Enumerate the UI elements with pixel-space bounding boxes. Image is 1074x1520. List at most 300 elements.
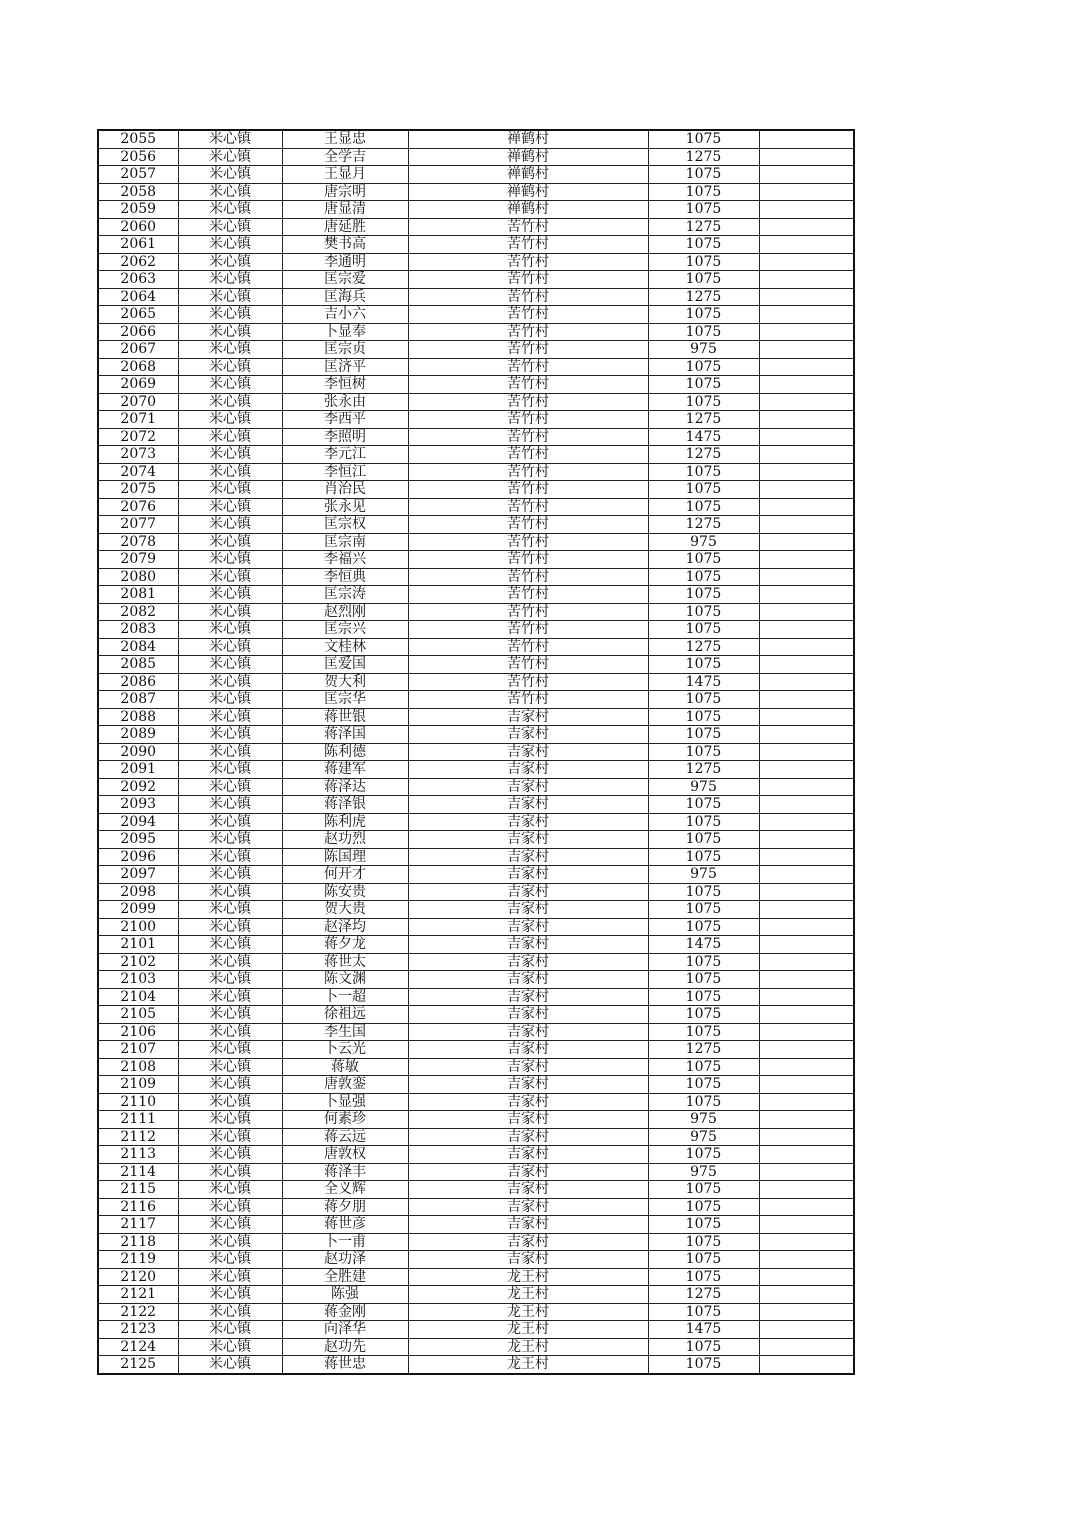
amount-cell: 1275: [648, 288, 759, 306]
village-cell: 苦竹村: [408, 411, 648, 429]
amount-cell: 1275: [648, 1286, 759, 1304]
village-cell: 苦竹村: [408, 551, 648, 569]
row-number-cell: 2095: [98, 831, 178, 849]
row-number-cell: 2097: [98, 866, 178, 884]
note-cell: [759, 1006, 854, 1024]
note-cell: [759, 638, 854, 656]
village-cell: 苦竹村: [408, 481, 648, 499]
note-cell: [759, 796, 854, 814]
row-number-cell: 2057: [98, 166, 178, 184]
note-cell: [759, 603, 854, 621]
note-cell: [759, 621, 854, 639]
table-row: [98, 1058, 854, 1076]
amount-cell: 1075: [648, 796, 759, 814]
town-cell: 米心镇: [178, 971, 282, 989]
table-row: [98, 533, 854, 551]
note-cell: [759, 341, 854, 359]
amount-cell: 1075: [648, 1181, 759, 1199]
table-row: [98, 323, 854, 341]
amount-cell: 1075: [648, 166, 759, 184]
note-cell: [759, 1111, 854, 1129]
village-cell: 苦竹村: [408, 341, 648, 359]
name-cell: 蒋泽国: [282, 726, 408, 744]
village-cell: 禅鹤村: [408, 201, 648, 219]
name-cell: 李恒江: [282, 463, 408, 481]
row-number-cell: 2089: [98, 726, 178, 744]
table-row: [98, 428, 854, 446]
name-cell: 李西平: [282, 411, 408, 429]
name-cell: 匡宗华: [282, 691, 408, 709]
note-cell: [759, 551, 854, 569]
amount-cell: 1075: [648, 253, 759, 271]
table-row: [98, 778, 854, 796]
village-cell: 龙王村: [408, 1338, 648, 1356]
village-cell: 吉家村: [408, 1146, 648, 1164]
table-row: [98, 796, 854, 814]
name-cell: 李元江: [282, 446, 408, 464]
note-cell: [759, 918, 854, 936]
village-cell: 吉家村: [408, 708, 648, 726]
table-row: [98, 498, 854, 516]
name-cell: 李恒典: [282, 568, 408, 586]
town-cell: 米心镇: [178, 271, 282, 289]
town-cell: 米心镇: [178, 1216, 282, 1234]
town-cell: 米心镇: [178, 253, 282, 271]
village-cell: 苦竹村: [408, 516, 648, 534]
town-cell: 米心镇: [178, 813, 282, 831]
town-cell: 米心镇: [178, 323, 282, 341]
table-row: [98, 1198, 854, 1216]
name-cell: 李恒树: [282, 376, 408, 394]
amount-cell: 1075: [648, 691, 759, 709]
village-cell: 龙王村: [408, 1286, 648, 1304]
village-cell: 吉家村: [408, 936, 648, 954]
row-number-cell: 2060: [98, 218, 178, 236]
village-cell: 苦竹村: [408, 446, 648, 464]
name-cell: 匡宗贞: [282, 341, 408, 359]
town-cell: 米心镇: [178, 1198, 282, 1216]
row-number-cell: 2070: [98, 393, 178, 411]
note-cell: [759, 218, 854, 236]
name-cell: 全义辉: [282, 1181, 408, 1199]
row-number-cell: 2071: [98, 411, 178, 429]
row-number-cell: 2072: [98, 428, 178, 446]
table-row: [98, 411, 854, 429]
table-row: [98, 831, 854, 849]
amount-cell: 1075: [648, 918, 759, 936]
table-row: [98, 1128, 854, 1146]
amount-cell: 1275: [648, 446, 759, 464]
table-row: [98, 988, 854, 1006]
note-cell: [759, 376, 854, 394]
row-number-cell: 2118: [98, 1233, 178, 1251]
village-cell: 吉家村: [408, 813, 648, 831]
table-row: [98, 463, 854, 481]
village-cell: 吉家村: [408, 848, 648, 866]
table-row: [98, 1006, 854, 1024]
table-row: [98, 130, 854, 148]
amount-cell: 1075: [648, 1268, 759, 1286]
name-cell: 李照明: [282, 428, 408, 446]
note-cell: [759, 761, 854, 779]
amount-cell: 1075: [648, 130, 759, 148]
table-row: [98, 708, 854, 726]
town-cell: 米心镇: [178, 130, 282, 148]
amount-cell: 1075: [648, 1146, 759, 1164]
row-number-cell: 2077: [98, 516, 178, 534]
name-cell: 卜显奉: [282, 323, 408, 341]
table-row: [98, 1338, 854, 1356]
amount-cell: 1075: [648, 183, 759, 201]
village-cell: 吉家村: [408, 901, 648, 919]
amount-cell: 1075: [648, 586, 759, 604]
town-cell: 米心镇: [178, 1076, 282, 1094]
note-cell: [759, 1023, 854, 1041]
amount-cell: 1075: [648, 1338, 759, 1356]
amount-cell: 975: [648, 533, 759, 551]
note-cell: [759, 1251, 854, 1269]
name-cell: 赵功烈: [282, 831, 408, 849]
note-cell: [759, 778, 854, 796]
name-cell: 徐祖远: [282, 1006, 408, 1024]
village-cell: 吉家村: [408, 953, 648, 971]
row-number-cell: 2114: [98, 1163, 178, 1181]
note-cell: [759, 1198, 854, 1216]
table-row: [98, 866, 854, 884]
note-cell: [759, 673, 854, 691]
town-cell: 米心镇: [178, 1093, 282, 1111]
row-number-cell: 2111: [98, 1111, 178, 1129]
name-cell: 蒋夕龙: [282, 936, 408, 954]
town-cell: 米心镇: [178, 848, 282, 866]
note-cell: [759, 271, 854, 289]
row-number-cell: 2086: [98, 673, 178, 691]
row-number-cell: 2094: [98, 813, 178, 831]
table-row: [98, 848, 854, 866]
town-cell: 米心镇: [178, 1338, 282, 1356]
town-cell: 米心镇: [178, 936, 282, 954]
table-row: [98, 1303, 854, 1321]
table-row: [98, 1251, 854, 1269]
village-cell: 吉家村: [408, 988, 648, 1006]
name-cell: 蒋世忠: [282, 1356, 408, 1374]
table-row: [98, 1146, 854, 1164]
row-number-cell: 2122: [98, 1303, 178, 1321]
town-cell: 米心镇: [178, 638, 282, 656]
note-cell: [759, 253, 854, 271]
row-number-cell: 2091: [98, 761, 178, 779]
row-number-cell: 2125: [98, 1356, 178, 1374]
row-number-cell: 2084: [98, 638, 178, 656]
town-cell: 米心镇: [178, 463, 282, 481]
row-number-cell: 2117: [98, 1216, 178, 1234]
village-cell: 吉家村: [408, 831, 648, 849]
note-cell: [759, 813, 854, 831]
row-number-cell: 2109: [98, 1076, 178, 1094]
name-cell: 樊书高: [282, 236, 408, 254]
note-cell: [759, 691, 854, 709]
row-number-cell: 2073: [98, 446, 178, 464]
village-cell: 禅鹤村: [408, 166, 648, 184]
note-cell: [759, 848, 854, 866]
note-cell: [759, 1286, 854, 1304]
name-cell: 王显忠: [282, 130, 408, 148]
table-row: [98, 1356, 854, 1374]
row-number-cell: 2061: [98, 236, 178, 254]
village-cell: 龙王村: [408, 1303, 648, 1321]
name-cell: 蒋世太: [282, 953, 408, 971]
table-row: [98, 516, 854, 534]
amount-cell: 1075: [648, 708, 759, 726]
town-cell: 米心镇: [178, 218, 282, 236]
town-cell: 米心镇: [178, 1128, 282, 1146]
name-cell: 蒋泽银: [282, 796, 408, 814]
note-cell: [759, 516, 854, 534]
village-cell: 苦竹村: [408, 323, 648, 341]
note-cell: [759, 183, 854, 201]
town-cell: 米心镇: [178, 953, 282, 971]
village-cell: 禅鹤村: [408, 130, 648, 148]
amount-cell: 1075: [648, 1356, 759, 1374]
name-cell: 卜显强: [282, 1093, 408, 1111]
town-cell: 米心镇: [178, 446, 282, 464]
village-cell: 吉家村: [408, 971, 648, 989]
amount-cell: 1075: [648, 953, 759, 971]
row-number-cell: 2103: [98, 971, 178, 989]
note-cell: [759, 148, 854, 166]
amount-cell: 1275: [648, 411, 759, 429]
amount-cell: 1275: [648, 516, 759, 534]
village-cell: 吉家村: [408, 761, 648, 779]
table-row: [98, 1093, 854, 1111]
name-cell: 蒋云远: [282, 1128, 408, 1146]
name-cell: 匡宗南: [282, 533, 408, 551]
village-cell: 苦竹村: [408, 621, 648, 639]
name-cell: 唐宗明: [282, 183, 408, 201]
village-cell: 苦竹村: [408, 376, 648, 394]
amount-cell: 1075: [648, 1023, 759, 1041]
village-cell: 吉家村: [408, 1093, 648, 1111]
table-row: [98, 1286, 854, 1304]
name-cell: 李通明: [282, 253, 408, 271]
amount-cell: 975: [648, 341, 759, 359]
village-cell: 苦竹村: [408, 253, 648, 271]
note-cell: [759, 411, 854, 429]
note-cell: [759, 831, 854, 849]
table-row: [98, 621, 854, 639]
town-cell: 米心镇: [178, 603, 282, 621]
name-cell: 匡济平: [282, 358, 408, 376]
town-cell: 米心镇: [178, 568, 282, 586]
table-row: [98, 166, 854, 184]
amount-cell: 1075: [648, 1216, 759, 1234]
village-cell: 苦竹村: [408, 236, 648, 254]
amount-cell: 1475: [648, 1321, 759, 1339]
town-cell: 米心镇: [178, 376, 282, 394]
table-row: [98, 953, 854, 971]
table-row: [98, 551, 854, 569]
village-cell: 禅鹤村: [408, 148, 648, 166]
table-row: [98, 236, 854, 254]
town-cell: 米心镇: [178, 1321, 282, 1339]
row-number-cell: 2079: [98, 551, 178, 569]
amount-cell: 1075: [648, 831, 759, 849]
amount-cell: 1075: [648, 656, 759, 674]
row-number-cell: 2124: [98, 1338, 178, 1356]
amount-cell: 1075: [648, 1303, 759, 1321]
town-cell: 米心镇: [178, 1233, 282, 1251]
town-cell: 米心镇: [178, 831, 282, 849]
row-number-cell: 2121: [98, 1286, 178, 1304]
table-row: [98, 936, 854, 954]
name-cell: 陈强: [282, 1286, 408, 1304]
amount-cell: 1275: [648, 638, 759, 656]
amount-cell: 1075: [648, 568, 759, 586]
row-number-cell: 2110: [98, 1093, 178, 1111]
amount-cell: 1075: [648, 481, 759, 499]
table-row: [98, 183, 854, 201]
note-cell: [759, 1041, 854, 1059]
town-cell: 米心镇: [178, 1041, 282, 1059]
note-cell: [759, 358, 854, 376]
amount-cell: 1075: [648, 1251, 759, 1269]
name-cell: 陈利虎: [282, 813, 408, 831]
row-number-cell: 2085: [98, 656, 178, 674]
town-cell: 米心镇: [178, 183, 282, 201]
name-cell: 何素珍: [282, 1111, 408, 1129]
town-cell: 米心镇: [178, 236, 282, 254]
village-cell: 吉家村: [408, 778, 648, 796]
name-cell: 肖治民: [282, 481, 408, 499]
town-cell: 米心镇: [178, 1006, 282, 1024]
note-cell: [759, 323, 854, 341]
town-cell: 米心镇: [178, 918, 282, 936]
name-cell: 赵功先: [282, 1338, 408, 1356]
village-cell: 吉家村: [408, 1181, 648, 1199]
town-cell: 米心镇: [178, 1303, 282, 1321]
table-row: [98, 271, 854, 289]
amount-cell: 1075: [648, 498, 759, 516]
row-number-cell: 2116: [98, 1198, 178, 1216]
name-cell: 李生国: [282, 1023, 408, 1041]
amount-cell: 1075: [648, 323, 759, 341]
town-cell: 米心镇: [178, 166, 282, 184]
village-cell: 吉家村: [408, 1251, 648, 1269]
note-cell: [759, 130, 854, 148]
row-number-cell: 2058: [98, 183, 178, 201]
note-cell: [759, 1093, 854, 1111]
row-number-cell: 2063: [98, 271, 178, 289]
town-cell: 米心镇: [178, 1181, 282, 1199]
town-cell: 米心镇: [178, 358, 282, 376]
note-cell: [759, 586, 854, 604]
town-cell: 米心镇: [178, 1356, 282, 1374]
note-cell: [759, 481, 854, 499]
table-row: [98, 1163, 854, 1181]
village-cell: 苦竹村: [408, 638, 648, 656]
table-row: [98, 743, 854, 761]
town-cell: 米心镇: [178, 778, 282, 796]
note-cell: [759, 656, 854, 674]
town-cell: 米心镇: [178, 988, 282, 1006]
row-number-cell: 2096: [98, 848, 178, 866]
village-cell: 龙王村: [408, 1321, 648, 1339]
note-cell: [759, 288, 854, 306]
amount-cell: 1075: [648, 603, 759, 621]
name-cell: 张永由: [282, 393, 408, 411]
note-cell: [759, 743, 854, 761]
table-row: [98, 446, 854, 464]
name-cell: 蒋泽丰: [282, 1163, 408, 1181]
note-cell: [759, 498, 854, 516]
amount-cell: 1075: [648, 236, 759, 254]
amount-cell: 1075: [648, 988, 759, 1006]
row-number-cell: 2064: [98, 288, 178, 306]
town-cell: 米心镇: [178, 498, 282, 516]
amount-cell: 1075: [648, 393, 759, 411]
row-number-cell: 2119: [98, 1251, 178, 1269]
name-cell: 吉小六: [282, 306, 408, 324]
village-cell: 吉家村: [408, 1111, 648, 1129]
row-number-cell: 2078: [98, 533, 178, 551]
village-cell: 苦竹村: [408, 463, 648, 481]
note-cell: [759, 1216, 854, 1234]
village-cell: 吉家村: [408, 726, 648, 744]
amount-cell: 1075: [648, 971, 759, 989]
note-cell: [759, 901, 854, 919]
table-row: [98, 1111, 854, 1129]
row-number-cell: 2100: [98, 918, 178, 936]
amount-cell: 1075: [648, 271, 759, 289]
table-row: [98, 883, 854, 901]
row-number-cell: 2115: [98, 1181, 178, 1199]
town-cell: 米心镇: [178, 1163, 282, 1181]
table-row: [98, 656, 854, 674]
row-number-cell: 2059: [98, 201, 178, 219]
amount-cell: 1075: [648, 551, 759, 569]
row-number-cell: 2120: [98, 1268, 178, 1286]
note-cell: [759, 1268, 854, 1286]
note-cell: [759, 393, 854, 411]
row-number-cell: 2106: [98, 1023, 178, 1041]
row-number-cell: 2102: [98, 953, 178, 971]
table-row: [98, 218, 854, 236]
name-cell: 匡宗兴: [282, 621, 408, 639]
note-cell: [759, 166, 854, 184]
name-cell: 卜一超: [282, 988, 408, 1006]
name-cell: 卜一甫: [282, 1233, 408, 1251]
name-cell: 陈文渊: [282, 971, 408, 989]
row-number-cell: 2092: [98, 778, 178, 796]
note-cell: [759, 1146, 854, 1164]
amount-cell: 1075: [648, 1006, 759, 1024]
note-cell: [759, 1303, 854, 1321]
table-row: [98, 1041, 854, 1059]
name-cell: 赵泽均: [282, 918, 408, 936]
table-row: [98, 691, 854, 709]
town-cell: 米心镇: [178, 148, 282, 166]
table-row: [98, 726, 854, 744]
name-cell: 卜云光: [282, 1041, 408, 1059]
town-cell: 米心镇: [178, 673, 282, 691]
amount-cell: 1075: [648, 201, 759, 219]
amount-cell: 1475: [648, 936, 759, 954]
amount-cell: 1475: [648, 428, 759, 446]
note-cell: [759, 971, 854, 989]
note-cell: [759, 1356, 854, 1374]
amount-cell: 1075: [648, 743, 759, 761]
note-cell: [759, 866, 854, 884]
